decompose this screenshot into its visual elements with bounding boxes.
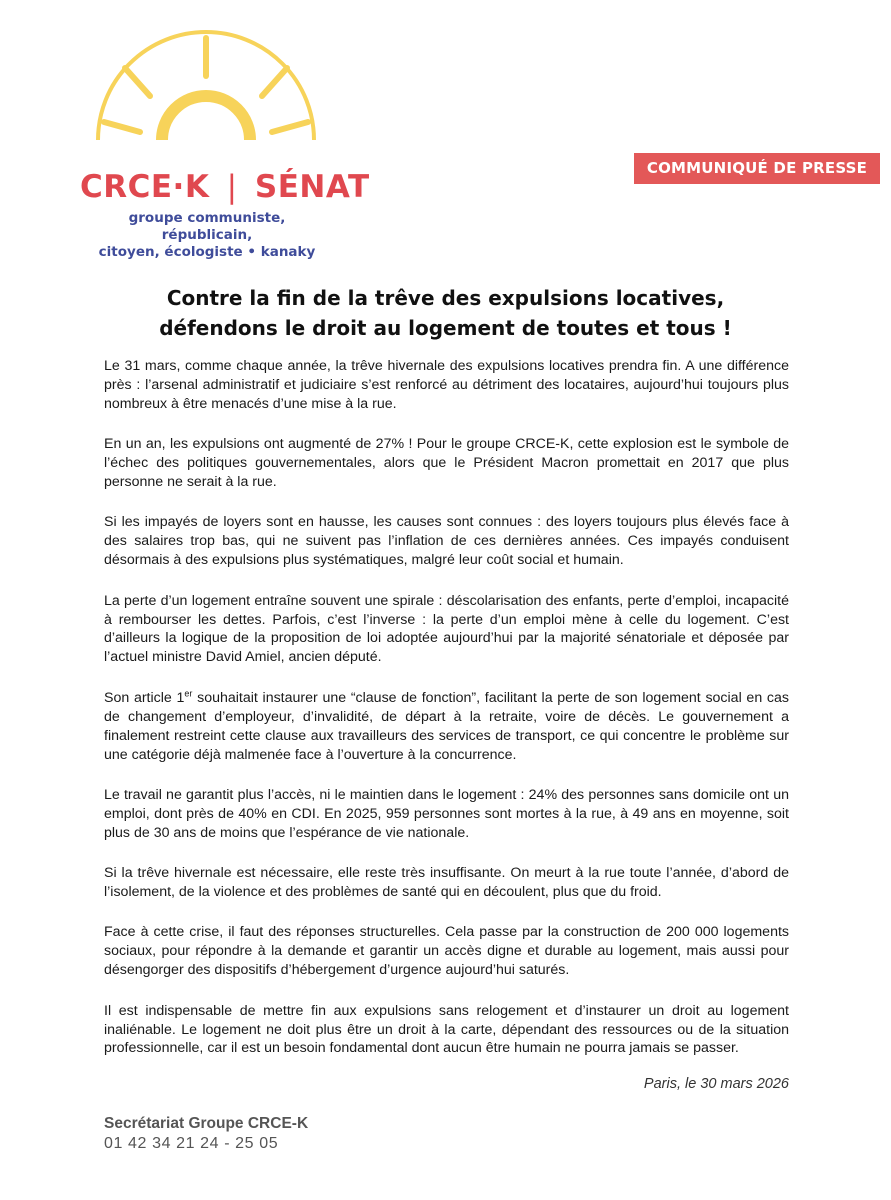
sun-icon (78, 30, 328, 170)
logo-name-senat: SÉNAT (254, 169, 370, 205)
paragraph-9: Il est indispensable de mettre fin aux expulsions sans relogement et d’instaurer un droit au logement inaliénable. Le logement ne doit plus être un droit à la carte, dépendant des ressources ou de la situation professionnelle, car il est un besoin fondamental dont aucun être humain ne pourra jamais se passer. (104, 1002, 789, 1057)
ordinal-superscript: er (184, 688, 193, 699)
place-and-date: Paris, le 30 mars 2026 (643, 1076, 789, 1092)
crce-k-senat-logo (78, 30, 370, 260)
paragraph-5 (104, 689, 789, 765)
logo-wordmark (80, 169, 370, 205)
press-release-badge: COMMUNIQUÉ DE PRESSE (634, 153, 880, 184)
paragraph-5-rest: souhaitait instaurer une “clause de fonction”, facilitant la perte de son logement social en cas de changement d’employeur, d’invalidité, de départ à la retraite, voire de décès. Le gouvernement a finalement restreint cette clause aux travailleurs des services de transport, ce qui concentre le problème sur une catégorie déjà malmenée face à l’ouverture à la concurrence. (104, 689, 789, 763)
paragraph-1: Le 31 mars, comme chaque année, la trêve hivernale des expulsions locatives prendra fin. A une différence près : l’arsenal administratif et judiciaire s’est renforcé au détriment des locataires, aujourd’hui toujours plus nombreux à être menacés d’une mise à la rue. (104, 358, 789, 412)
sun-rays (104, 38, 308, 132)
press-release-body (104, 357, 789, 1080)
paragraph-6: Le travail ne garantit plus l’accès, ni le maintien dans le logement : 24% des personnes sans domicile ont un emploi, dont près de 40% en CDI. En 2025, 959 personnes sont mortes à la rue, à 49 ans en moyenne, soit plus de 30 ans de moins que l’espérance de vie nationale. (104, 786, 789, 841)
footer-contact-name: Secrétariat Groupe CRCE-K (104, 1115, 309, 1132)
paragraph-8: Face à cette crise, il faut des réponses structurelles. Cela passe par la construction de 200 000 logements sociaux, pour répondre à la demande et garantir un accès digne et durable au logement, mais aussi pour désengorger des dispositifs d’hébergement d’urgence aujourd’hui saturés. (104, 924, 789, 979)
footer-phone-number: 01 42 34 21 24 - 25 05 (104, 1135, 279, 1152)
logo-subtitle (82, 210, 332, 261)
logo-name-crce: CRCE·K (80, 169, 210, 205)
paragraph-2: En un an, les expulsions ont augmenté de 27% ! Pour le groupe CRCE-K, cette explosion est le symbole de l’échec des politiques gouvernementales, alors que le Président Macron promettait en 2017 que plus personne ne serait à la rue. (104, 436, 789, 491)
paragraph-3: Si les impayés de loyers sont en hausse, les causes sont connues : des loyers toujours plus élevés face à des salaires trop bas, qui ne suivent pas l’inflation de ces dernières années. Ces impayés conduisent désormais à des expulsions plus systématiques, malgré leur coût social et humain. (104, 514, 789, 569)
title-line-1: Contre la fin de la trêve des expulsions locatives, (166, 286, 725, 310)
paragraph-4: La perte d’un logement entraîne souvent une spirale : déscolarisation des enfants, perte d’emploi, incapacité à rembourser les dettes. Parfois, c’est l’inverse : la perte d’un emploi mène à celle du logement. C’est d’ailleurs la logique de la proposition de loi adoptée aujourd’hui par la majorité sénatoriale et déposée par l’actuel ministre David Amiel, ancien député. (104, 592, 789, 666)
paragraph-7: Si la trêve hivernale est nécessaire, elle reste très insuffisante. On meurt à la rue toute l’année, d’abord de l’isolement, de la violence et des problèmes de santé qui en découlent, plus que du froid. (104, 865, 789, 901)
logo-subtitle-line1: groupe communiste, républicain, (128, 210, 286, 243)
logo-separator: | (226, 169, 238, 205)
title-line-2: défendons le droit au logement de toutes et tous ! (159, 316, 732, 340)
page-title (40, 283, 851, 343)
logo-subtitle-line2: citoyen, écologiste • kanaky (98, 244, 316, 260)
paragraph-5-start: Son article 1 (104, 689, 185, 706)
